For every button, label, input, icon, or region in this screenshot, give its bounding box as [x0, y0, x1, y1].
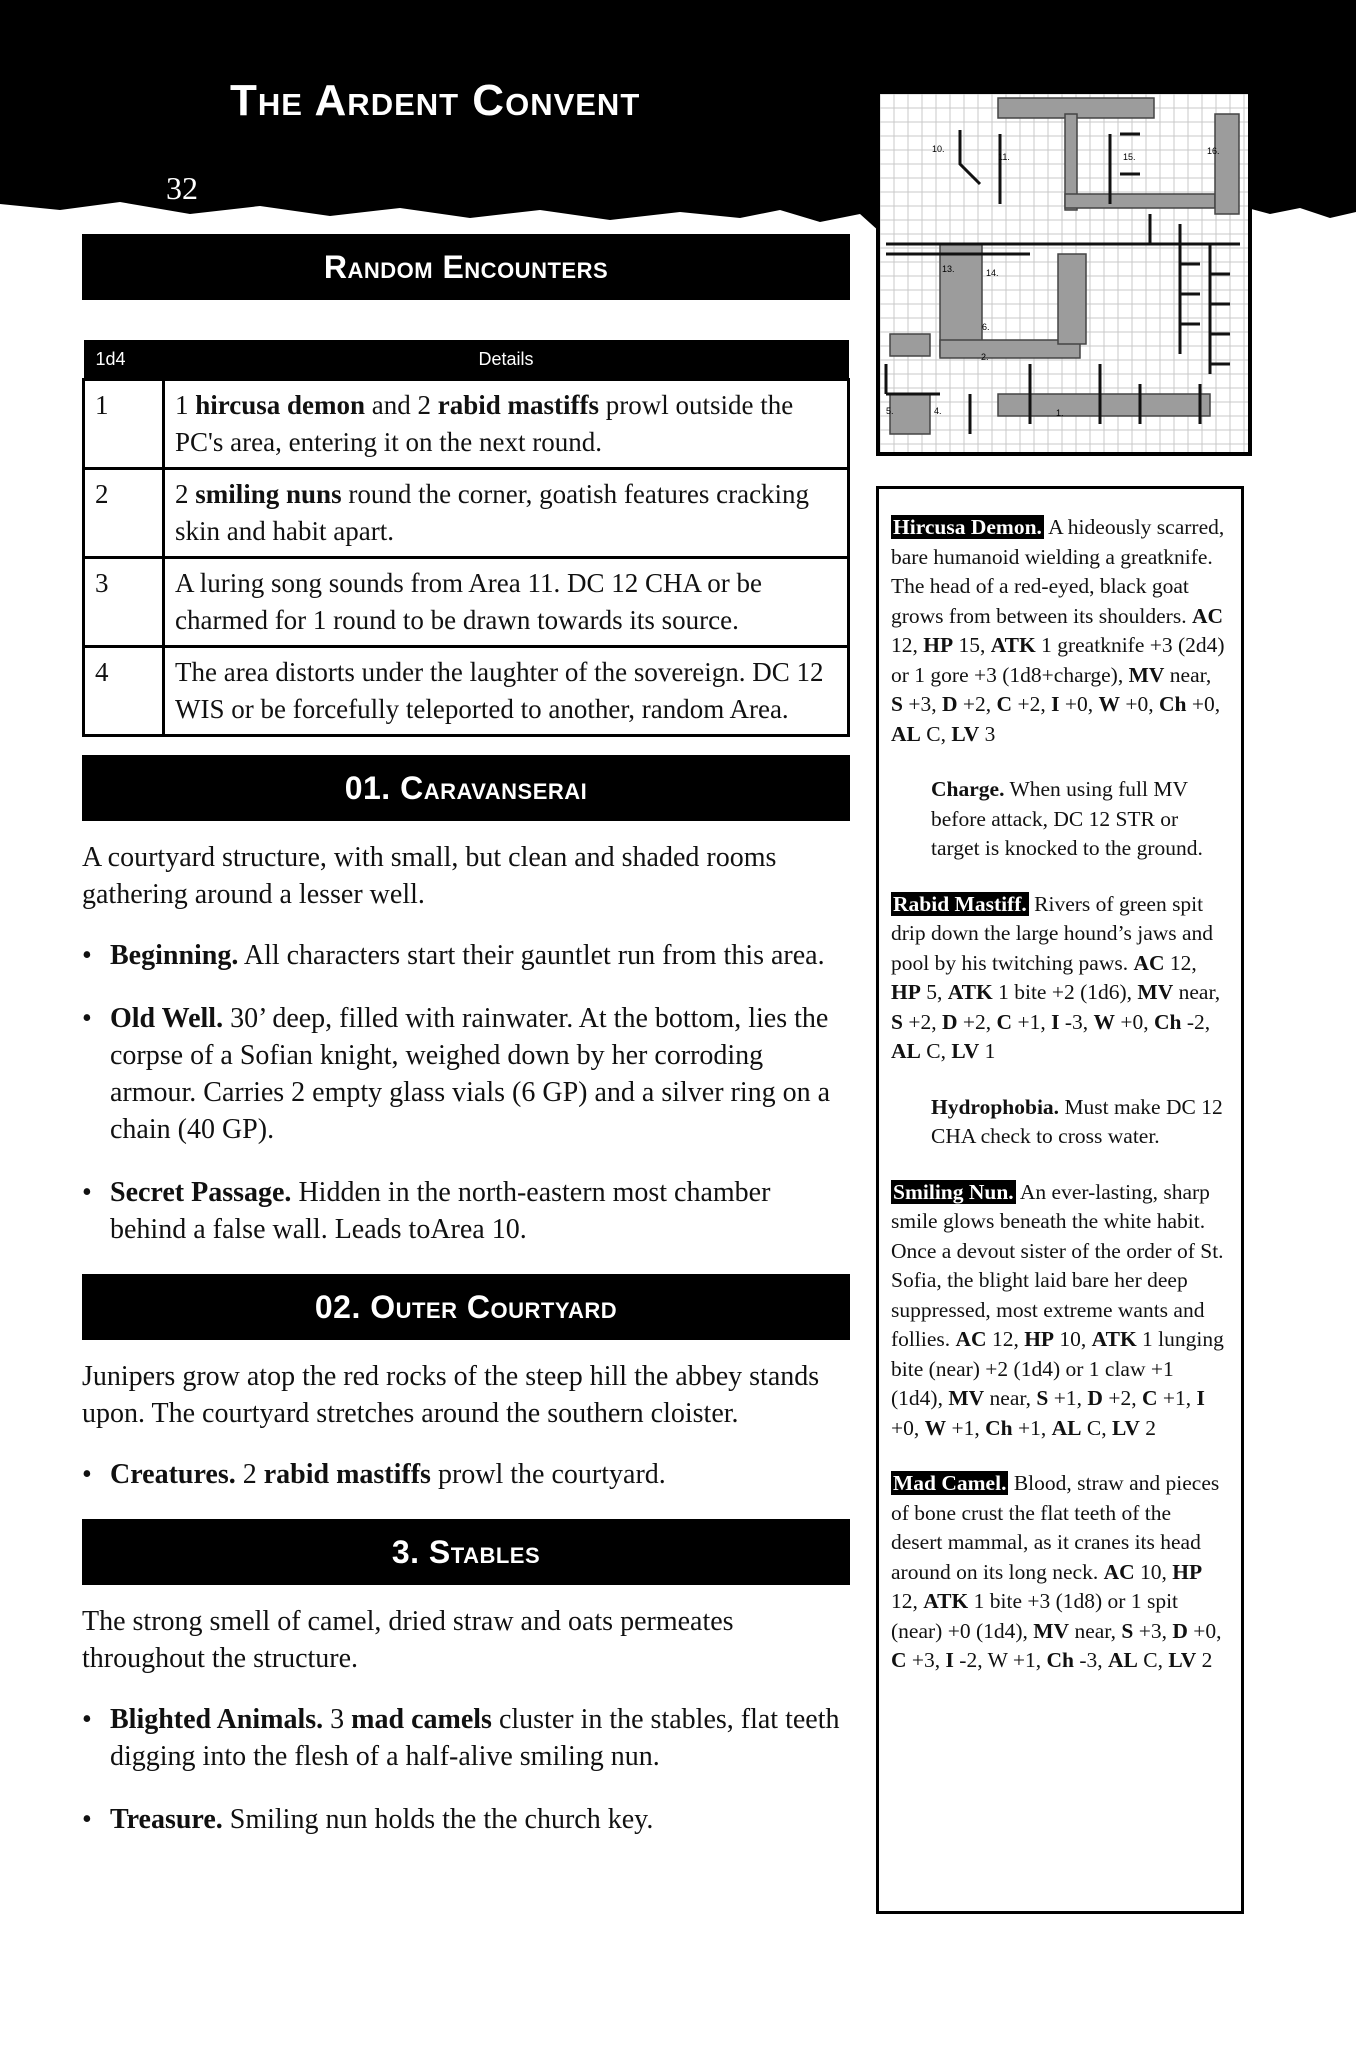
bold-term: D	[941, 692, 958, 716]
map-area-label: 4.	[934, 406, 942, 416]
bold-term: Hydrophobia.	[931, 1094, 1060, 1119]
section-intro: The strong smell of camel, dried straw and oats permeates throughout the structure.	[82, 1606, 734, 1674]
bold-term: C	[996, 692, 1013, 716]
bold-term: C	[1141, 1386, 1158, 1410]
bold-term: Creatures.	[110, 1459, 236, 1490]
bullet-list	[82, 1701, 850, 1838]
bold-term: HP	[1024, 1327, 1055, 1351]
bold-term: Ch	[985, 1415, 1013, 1440]
map-area-label: 11.	[998, 152, 1010, 162]
encounter-table-body	[84, 380, 849, 736]
map-area-label: 15.	[1123, 152, 1136, 162]
bold-term: D	[941, 1009, 958, 1034]
stat-block-sidebar	[876, 486, 1244, 1914]
die-roll-cell: 4	[84, 647, 164, 736]
bold-term: D	[1172, 1618, 1188, 1643]
section-heading: 3. Stables	[82, 1519, 850, 1585]
bold-term: mad camels	[351, 1704, 492, 1735]
bold-term: rabid mastiffs	[263, 1459, 431, 1490]
creature-ability: Charge. When using full MV before attack, DC 12 STR or target is knocked to the ground.	[931, 777, 1203, 860]
bold-term: AL	[1108, 1648, 1138, 1672]
list-item: • Blighted Animals. 3 mad camels cluster in the stables, flat teeth digging into the flesh of a half-alive smiling nun.	[82, 1701, 850, 1775]
map-corridor	[890, 334, 930, 356]
encounter-detail-cell: 2 smiling nuns round the corner, goatish features cracking skin and habit apart.	[164, 469, 849, 558]
bold-term: Beginning.	[110, 940, 239, 971]
map-wall	[1120, 134, 1230, 364]
bold-term: Treasure.	[110, 1804, 223, 1835]
map-corridor	[1215, 114, 1239, 214]
map-area-label: 16.	[1207, 146, 1220, 156]
list-item: • Treasure. Smiling nun holds the the church key.	[82, 1801, 850, 1838]
list-item: • Secret Passage. Hidden in the north-eastern most chamber behind a false wall. Leads toArea 10.	[82, 1174, 850, 1248]
table-row	[84, 647, 849, 736]
bold-term: W	[1093, 1009, 1115, 1034]
page-number: 32	[166, 170, 198, 206]
bold-term: D	[1087, 1386, 1103, 1410]
bold-term: ATK	[947, 980, 993, 1004]
bold-term: I	[1196, 1386, 1205, 1410]
bold-term: Ch	[1046, 1648, 1074, 1672]
table-row	[84, 469, 849, 558]
bold-term: AL	[891, 721, 921, 746]
bold-term: Old Well.	[110, 1003, 224, 1034]
bold-term: HP	[1172, 1559, 1203, 1584]
map-corridor	[890, 394, 930, 434]
bullet-list	[82, 1456, 850, 1493]
bold-term: Ch	[1154, 1009, 1182, 1034]
stat-block: Rabid Mastiff. Rivers of green spit drip down the large hound’s jaws and pool by his twitching paws. AC 12, HP 5, ATK 1 bite +2 (1d6), MV near, S +2, D +2, C +1, I -3, W +0, Ch -2, AL C, LV 1	[891, 891, 1221, 1063]
bold-term: AC	[955, 1327, 987, 1351]
bold-term: Charge.	[931, 777, 1005, 801]
bold-term: S	[1036, 1386, 1049, 1410]
table-row	[84, 380, 849, 469]
map-area-label: 5.	[886, 406, 894, 416]
bold-term: ATK	[1091, 1327, 1137, 1351]
map-corridor	[1065, 194, 1215, 208]
main-column	[82, 234, 850, 1864]
bullet-list	[82, 937, 850, 1248]
bold-term: LV	[951, 721, 980, 746]
bold-term: MV	[1128, 662, 1165, 687]
bold-term: MV	[1033, 1618, 1070, 1643]
area-sections	[82, 755, 850, 1838]
bold-term: I	[1051, 1009, 1060, 1034]
map-corridor	[940, 244, 982, 356]
bold-term: LV	[1168, 1648, 1197, 1672]
bold-term: C	[891, 1648, 907, 1672]
bold-term: S	[891, 1009, 903, 1034]
section-intro: Junipers grow atop the red rocks of the steep hill the abbey stands upon. The courtyard stretches around the southern cloister.	[82, 1361, 820, 1429]
stat-block: Smiling Nun. An ever-lasting, sharp smile glows beneath the white habit. Once a devout sister of the order of St. Sofia, the blight laid bare her deep suppressed, most extreme wants and follies. AC 12, HP 10, ATK 1 lunging bite (near) +2 (1d4) or 1 claw +1 (1d4), MV near, S +1, D +2, C +1, I +0, W +1, Ch +1, AL C, LV 2	[891, 1179, 1224, 1440]
bold-term: smiling nuns	[195, 479, 342, 509]
map-area-label: 6.	[982, 322, 990, 332]
die-roll-cell: 3	[84, 558, 164, 647]
bold-term: S	[891, 692, 903, 716]
map-area-label: 1.	[1056, 408, 1064, 418]
bold-term: ATK	[990, 633, 1036, 657]
bold-term: W	[924, 1415, 947, 1440]
bold-term: AC	[1191, 603, 1224, 628]
page-title: The Ardent Convent	[230, 76, 641, 125]
bold-term: AC	[1133, 950, 1165, 975]
bold-term: LV	[951, 1039, 980, 1063]
bold-term: Secret Passage.	[110, 1177, 292, 1208]
bold-term: LV	[1112, 1415, 1140, 1440]
bold-term: HP	[891, 980, 921, 1004]
column-header-die: 1d4	[84, 340, 164, 380]
list-item: • Old Well. 30’ deep, filled with rainwater. At the bottom, lies the corpse of a Sofian knight, weighed down by her corroding armour. Carries 2 empty glass vials (6 GP) and a silver ring on a chain (40 GP).	[82, 1000, 850, 1148]
map-area-label: 13.	[942, 264, 955, 274]
map-corridor	[1058, 254, 1086, 344]
creature-name: Hircusa Demon.	[893, 515, 1042, 539]
bold-term: HP	[923, 633, 954, 657]
bold-term: AL	[1051, 1415, 1082, 1440]
encounter-detail-cell: The area distorts under the laughter of the sovereign. DC 12 WIS or be forcefully teleported to another, random Area.	[164, 647, 849, 736]
bold-term: Blighted Animals.	[110, 1704, 324, 1735]
creature-ability: Hydrophobia. Must make DC 12 CHA check to cross water.	[931, 1094, 1223, 1148]
column-header-details: Details	[164, 340, 849, 380]
encounter-detail-cell: 1 hircusa demon and 2 rabid mastiffs prowl outside the PC's area, entering it on the next round.	[164, 380, 849, 469]
bold-term: MV	[948, 1386, 985, 1410]
bold-term: MV	[1137, 980, 1174, 1004]
creature-name: Rabid Mastiff.	[893, 891, 1027, 916]
encounter-table	[82, 340, 850, 737]
list-item: • Creatures. 2 rabid mastiffs prowl the courtyard.	[82, 1456, 850, 1493]
map-drawing	[880, 94, 1248, 452]
section-heading-random-encounters: Random Encounters	[82, 234, 850, 300]
die-roll-cell: 2	[84, 469, 164, 558]
bold-term: AC	[1103, 1559, 1135, 1584]
bold-term: C	[996, 1009, 1013, 1034]
bold-term: I	[1051, 692, 1060, 716]
bold-term: Ch	[1158, 692, 1187, 716]
creature-name: Smiling Nun.	[893, 1179, 1014, 1204]
bold-term: I	[945, 1648, 954, 1672]
creature-name: Mad Camel.	[893, 1471, 1007, 1495]
stat-block: Hircusa Demon. A hideously scarred, bare humanoid wielding a greatknife. The head of a red-eyed, black goat grows from between its shoulders. AC 12, HP 15, ATK 1 greatknife +3 (2d4) or 1 gore +3 (1d8+charge), MV near, S +3, D +2, C +2, I +0, W +0, Ch +0, AL C, LV 3	[891, 515, 1225, 746]
bold-term: ATK	[923, 1589, 969, 1613]
bold-term: AL	[891, 1039, 921, 1063]
list-item: • Beginning. All characters start their gauntlet run from this area.	[82, 937, 850, 974]
section-intro: A courtyard structure, with small, but clean and shaded rooms gathering around a lesser well.	[82, 842, 777, 910]
die-roll-cell: 1	[84, 380, 164, 469]
stat-block: Mad Camel. Blood, straw and pieces of bone crust the flat teeth of the desert mammal, as it cranes its head around on its long neck. AC 10, HP 12, ATK 1 bite +3 (1d8) or 1 spit (near) +0 (1d4), MV near, S +3, D +0, C +3, I -2, W +1, Ch -3, AL C, LV 2	[891, 1471, 1222, 1672]
map-area-label: 10.	[932, 144, 945, 154]
bold-term: hircusa demon	[195, 390, 366, 420]
bold-term: S	[1121, 1618, 1134, 1643]
bold-term: W	[1098, 692, 1120, 716]
encounter-table-header	[84, 340, 849, 380]
encounter-detail-cell: A luring song sounds from Area 11. DC 12 CHA or be charmed for 1 round to be drawn towards its source.	[164, 558, 849, 647]
map-area-label: 14.	[986, 268, 999, 278]
section-heading: 02. Outer Courtyard	[82, 1274, 850, 1340]
dungeon-map	[876, 90, 1252, 456]
map-area-label: 2.	[981, 352, 989, 362]
table-row	[84, 558, 849, 647]
bold-term: rabid mastiffs	[437, 390, 600, 420]
section-heading: 01. Caravanserai	[82, 755, 850, 821]
